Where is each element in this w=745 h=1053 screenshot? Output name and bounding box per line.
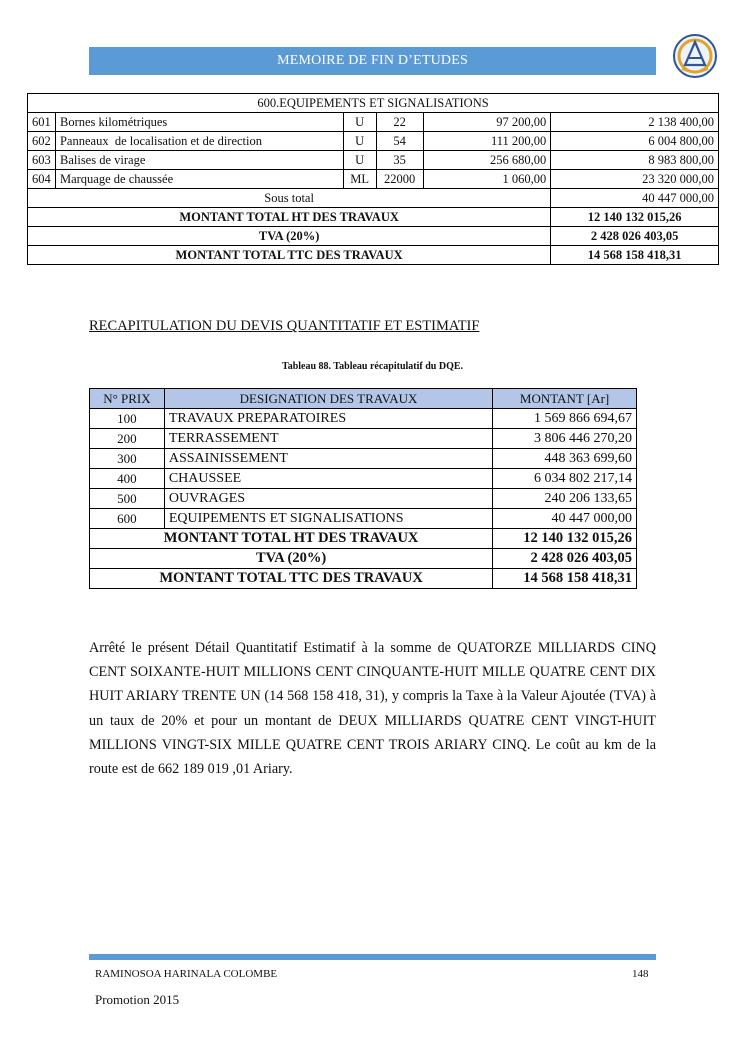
total-ttc-label: MONTANT TOTAL TTC DES TRAVAUX <box>28 246 551 265</box>
page-header-bar <box>89 47 656 75</box>
row-unit: U <box>343 151 376 170</box>
row-prix: 500 <box>90 489 165 509</box>
table-row <box>28 151 719 170</box>
footer-author: RAMINOSOA HARINALA COLOMBE <box>95 968 278 980</box>
row-quantity: 54 <box>376 132 423 151</box>
table-row <box>90 409 637 429</box>
row-label: Bornes kilométriques <box>55 113 343 132</box>
row-number: 602 <box>28 132 56 151</box>
row-prix: 100 <box>90 409 165 429</box>
row-label: Balises de virage <box>55 151 343 170</box>
table-row <box>90 509 637 529</box>
tva-label: TVA (20%) <box>28 227 551 246</box>
row-quantity: 22 <box>376 113 423 132</box>
col-header-prix: N° PRIX <box>90 389 165 409</box>
col-header-designation: DESIGNATION DES TRAVAUX <box>164 389 492 409</box>
total-ht-value: 12 140 132 015,26 <box>551 208 719 227</box>
row-unit-price: 97 200,00 <box>423 113 551 132</box>
row-label: Marquage de chaussée <box>55 170 343 189</box>
table-row <box>90 469 637 489</box>
tva-value: 2 428 026 403,05 <box>551 227 719 246</box>
recap-table <box>89 388 637 589</box>
row-prix: 200 <box>90 429 165 449</box>
row-label: Panneaux de localisation et de direction <box>55 132 343 151</box>
row-amount: 8 983 800,00 <box>551 151 719 170</box>
recap-total-ttc-value: 14 568 158 418,31 <box>493 569 637 589</box>
row-unit-price: 1 060,00 <box>423 170 551 189</box>
row-montant: 448 363 699,60 <box>493 449 637 469</box>
row-unit-price: 111 200,00 <box>423 132 551 151</box>
row-designation: ASSAINISSEMENT <box>164 449 492 469</box>
row-montant: 240 206 133,65 <box>493 489 637 509</box>
school-emblem-icon <box>672 33 718 79</box>
row-unit: U <box>343 132 376 151</box>
row-prix: 600 <box>90 509 165 529</box>
page-number: 148 <box>632 968 649 980</box>
row-prix: 400 <box>90 469 165 489</box>
row-designation: TRAVAUX PREPARATOIRES <box>164 409 492 429</box>
table-header-row <box>90 389 637 409</box>
recap-total-ht-value: 12 140 132 015,26 <box>493 529 637 549</box>
row-amount: 6 004 800,00 <box>551 132 719 151</box>
recap-tva-value: 2 428 026 403,05 <box>493 549 637 569</box>
table-row <box>90 429 637 449</box>
subtotal-row <box>28 189 719 208</box>
recap-total-ht-row <box>90 529 637 549</box>
row-unit-price: 256 680,00 <box>423 151 551 170</box>
section-heading: 600.EQUIPEMENTS ET SIGNALISATIONS <box>28 94 719 113</box>
recap-tva-label: TVA (20%) <box>90 549 493 569</box>
row-prix: 300 <box>90 449 165 469</box>
row-designation: OUVRAGES <box>164 489 492 509</box>
header-title: MEMOIRE DE FIN D’ETUDES <box>277 53 468 68</box>
row-designation: TERRASSEMENT <box>164 429 492 449</box>
equipements-table <box>27 93 719 265</box>
conclusion-paragraph: Arrêté le présent Détail Quantitatif Estimatif à la somme de QUATORZE MILLIARDS CINQ CENT SOIXANTE-HUIT MILLIONS CENT CINQUANTE-HUIT MILLE QUATRE CENT DIX HUIT ARIARY TRENTE UN (14 568 158 418, 31), y compris la Taxe à la Valeur Ajoutée (TVA) à un taux de 20% et pour un montant de DEUX MILLIARDS QUATRE CENT VINGT-HUIT MILLIONS VINGT-SIX MILLE QUATRE CENT TROIS ARIARY CINQ. Le coût au km de la route est de 662 189 019 ,01 Ariary. <box>89 640 656 778</box>
table-caption: Tableau 88. Tableau récapitulatif du DQE. <box>281 361 464 372</box>
row-number: 604 <box>28 170 56 189</box>
footer-promotion: Promotion 2015 <box>95 992 180 1007</box>
row-montant: 40 447 000,00 <box>493 509 637 529</box>
table-row <box>28 132 719 151</box>
recap-section-title: RECAPITULATION DU DEVIS QUANTITATIF ET ESTIMATIF <box>89 318 480 334</box>
tva-row <box>28 227 719 246</box>
row-amount: 2 138 400,00 <box>551 113 719 132</box>
row-montant: 1 569 866 694,67 <box>493 409 637 429</box>
row-montant: 6 034 802 217,14 <box>493 469 637 489</box>
total-ttc-row <box>28 246 719 265</box>
row-number: 603 <box>28 151 56 170</box>
table-row <box>90 449 637 469</box>
footer-divider <box>89 954 656 960</box>
total-ht-label: MONTANT TOTAL HT DES TRAVAUX <box>28 208 551 227</box>
table-row <box>28 113 719 132</box>
recap-total-ttc-label: MONTANT TOTAL TTC DES TRAVAUX <box>90 569 493 589</box>
subtotal-value: 40 447 000,00 <box>551 189 719 208</box>
recap-tva-row <box>90 549 637 569</box>
row-number: 601 <box>28 113 56 132</box>
col-header-montant: MONTANT [Ar] <box>493 389 637 409</box>
row-montant: 3 806 446 270,20 <box>493 429 637 449</box>
subtotal-label: Sous total <box>28 189 551 208</box>
table-row <box>90 489 637 509</box>
row-designation: CHAUSSEE <box>164 469 492 489</box>
recap-total-ttc-row <box>90 569 637 589</box>
total-ht-row <box>28 208 719 227</box>
recap-total-ht-label: MONTANT TOTAL HT DES TRAVAUX <box>90 529 493 549</box>
row-unit: ML <box>343 170 376 189</box>
row-unit: U <box>343 113 376 132</box>
row-quantity: 35 <box>376 151 423 170</box>
total-ttc-value: 14 568 158 418,31 <box>551 246 719 265</box>
row-amount: 23 320 000,00 <box>551 170 719 189</box>
row-quantity: 22000 <box>376 170 423 189</box>
table-row <box>28 170 719 189</box>
row-designation: EQUIPEMENTS ET SIGNALISATIONS <box>164 509 492 529</box>
